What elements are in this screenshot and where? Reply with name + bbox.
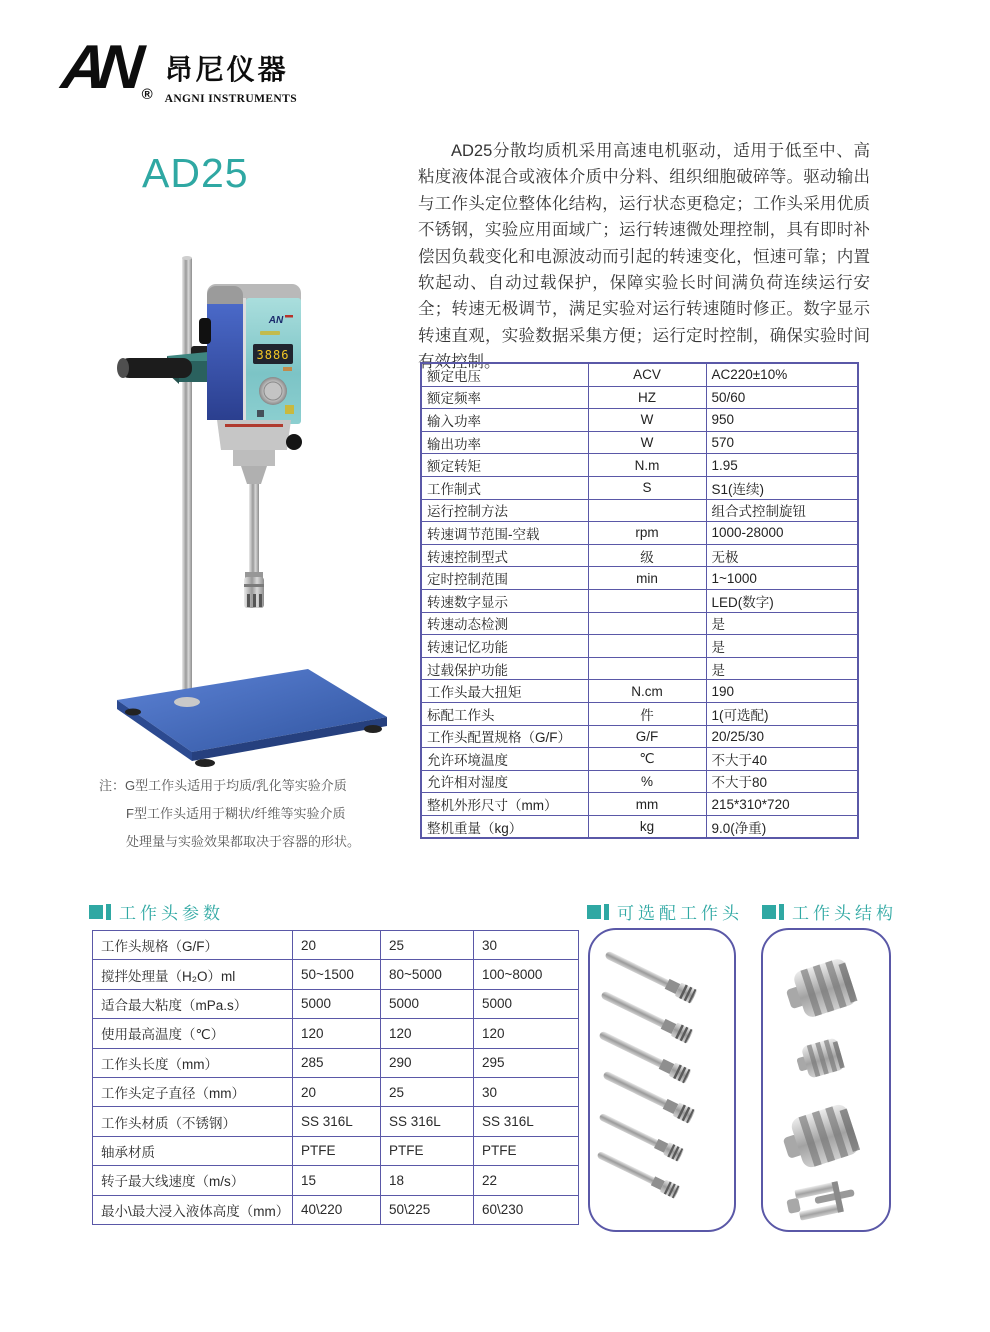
spec-row: [421, 386, 858, 409]
param-value-cell: 20: [293, 931, 381, 960]
dispersing-shaft-icon: [597, 1110, 684, 1162]
spec-value-cell: 50/60: [706, 386, 858, 409]
spec-label-cell: 转速调节范围-空载: [421, 522, 588, 545]
spec-unit-cell: min: [588, 567, 706, 590]
section-marker-square-icon: [89, 905, 103, 919]
brand-name-en: ANGNI INSTRUMENTS: [164, 93, 297, 105]
param-label-cell: 工作头定子直径（mm）: [93, 1077, 293, 1106]
spec-label-cell: 额定转矩: [421, 454, 588, 477]
param-value-cell: SS 316L: [381, 1107, 474, 1136]
spec-row: [421, 748, 858, 771]
product-photo: [95, 228, 400, 768]
spec-unit-cell: N.cm: [588, 680, 706, 703]
param-value-cell: 60\230: [474, 1195, 579, 1224]
spec-label-cell: 转速动态检测: [421, 612, 588, 635]
spec-row: [421, 657, 858, 680]
param-value-cell: 15: [293, 1166, 381, 1195]
param-value-cell: 285: [293, 1048, 381, 1077]
spec-row: [421, 725, 858, 748]
param-value-cell: 80~5000: [381, 960, 474, 989]
stand-rod: [182, 256, 192, 710]
param-value-cell: SS 316L: [293, 1107, 381, 1136]
param-label-cell: 工作头长度（mm）: [93, 1048, 293, 1077]
brand-name-cn: 昂尼仪器: [164, 54, 289, 85]
section-header-head-structure: [762, 899, 897, 924]
spec-value-cell: 是: [706, 635, 858, 658]
spec-label-cell: 额定频率: [421, 386, 588, 409]
spec-value-cell: 不大于40: [706, 748, 858, 771]
spec-row: [421, 635, 858, 658]
spec-label-cell: 输入功率: [421, 409, 588, 432]
spec-value-cell: 不大于80: [706, 770, 858, 793]
param-value-cell: PTFE: [381, 1136, 474, 1165]
spec-label-cell: 标配工作头: [421, 702, 588, 725]
spec-unit-cell: ACV: [588, 363, 706, 386]
param-label-cell: 使用最高温度（℃）: [93, 1019, 293, 1048]
param-row: [93, 1166, 579, 1195]
section-header-optional-heads: [587, 899, 743, 924]
head-structure-panel: [761, 928, 891, 1232]
spec-value-cell: 570: [706, 431, 858, 454]
spec-value-cell: 无极: [706, 544, 858, 567]
spec-unit-cell: [588, 499, 706, 522]
spec-row: [421, 567, 858, 590]
param-value-cell: 290: [381, 1048, 474, 1077]
spec-row: [421, 476, 858, 499]
spec-value-cell: 组合式控制旋钮: [706, 499, 858, 522]
spec-label-cell: 额定电压: [421, 363, 588, 386]
note-line: F型工作头适用于糊状/纤维等实验介质: [126, 805, 346, 821]
spec-row: [421, 793, 858, 816]
spec-row: [421, 454, 858, 477]
product-title: AD25: [142, 150, 249, 196]
param-row: [93, 1136, 579, 1165]
param-value-cell: PTFE: [474, 1136, 579, 1165]
product-description: AD25分散均质机采用高速电机驱动，适用于低至中、高粘度液体混合或液体介质中分料、组织细胞破碎等。驱动输出与工作头定位整体化结构，运行状态更稳定；工作头采用优质不锈钢，实验应用面域广；运行转速微处理控制，具有即时补偿因负载变化和电源波动而引起的转速变化，恒速可靠；内置软起动、自动过载保护，保障实验长时间满负荷连续运行安全；转速无极调节，满足实验对运行转速随时修正。数字显示转速直观，实验数据采集方便；运行定时控制，确保实验时间有效控制。: [418, 142, 870, 372]
spec-label-cell: 整机重量（kg）: [421, 815, 588, 838]
param-row: [93, 1077, 579, 1106]
section-marker-square-icon: [587, 905, 601, 919]
param-label-cell: 工作头材质（不锈钢）: [93, 1107, 293, 1136]
spec-label-cell: 过载保护功能: [421, 657, 588, 680]
spec-unit-cell: N.m: [588, 454, 706, 477]
param-value-cell: 22: [474, 1166, 579, 1195]
spec-row: [421, 522, 858, 545]
spec-label-cell: 转速记忆功能: [421, 635, 588, 658]
stator-head-icon: [781, 957, 858, 1023]
param-value-cell: 20: [293, 1077, 381, 1106]
param-value-cell: 5000: [381, 989, 474, 1018]
stator-head-icon: [794, 1037, 845, 1081]
spec-row: [421, 409, 858, 432]
param-row: [93, 1107, 579, 1136]
param-value-cell: 120: [381, 1019, 474, 1048]
stand-base: [117, 669, 387, 767]
spec-row: [421, 680, 858, 703]
head-params-table: [92, 930, 579, 1225]
spec-table: [420, 362, 859, 839]
spec-label-cell: 工作头最大扭矩: [421, 680, 588, 703]
spec-unit-cell: mm: [588, 793, 706, 816]
motor-unit: [199, 284, 302, 484]
brand-names: [165, 40, 297, 105]
dispersing-shaft: [244, 484, 264, 608]
param-value-cell: 25: [381, 1077, 474, 1106]
usage-note: [99, 772, 360, 856]
spec-value-cell: 190: [706, 680, 858, 703]
spec-value-cell: 9.0(净重): [706, 815, 858, 838]
spec-unit-cell: HZ: [588, 386, 706, 409]
spec-value-cell: 是: [706, 657, 858, 680]
param-value-cell: 100~8000: [474, 960, 579, 989]
section-header-head-params: [89, 899, 224, 924]
spec-value-cell: AC220±10%: [706, 363, 858, 386]
section-title: 工作头参数: [119, 904, 224, 923]
brand-logo-mark: AN: [58, 33, 140, 102]
spec-value-cell: 1(可选配): [706, 702, 858, 725]
param-row: [93, 1048, 579, 1077]
param-row: [93, 1019, 579, 1048]
spec-value-cell: 1~1000: [706, 567, 858, 590]
param-value-cell: 50~1500: [293, 960, 381, 989]
spec-value-cell: 1000-28000: [706, 522, 858, 545]
spec-unit-cell: W: [588, 409, 706, 432]
spec-label-cell: 工作制式: [421, 476, 588, 499]
note-line: 处理量与实验效果都取决于容器的形状。: [126, 833, 361, 849]
spec-unit-cell: S: [588, 476, 706, 499]
optional-heads-illustration: [590, 930, 734, 1230]
spec-unit-cell: rpm: [588, 522, 706, 545]
spec-row: [421, 702, 858, 725]
spec-value-cell: 20/25/30: [706, 725, 858, 748]
chuck-knob: [286, 434, 302, 450]
spec-row: [421, 499, 858, 522]
param-value-cell: 30: [474, 931, 579, 960]
spec-label-cell: 定时控制范围: [421, 567, 588, 590]
spec-unit-cell: [588, 612, 706, 635]
stator-head-icon: [778, 1102, 861, 1173]
param-value-cell: 25: [381, 931, 474, 960]
spec-label-cell: 运行控制方法: [421, 499, 588, 522]
spec-unit-cell: %: [588, 770, 706, 793]
spec-row: [421, 589, 858, 612]
head-structure-illustration: [763, 930, 889, 1230]
spec-value-cell: 215*310*720: [706, 793, 858, 816]
spec-row: [421, 770, 858, 793]
spec-unit-cell: 级: [588, 544, 706, 567]
param-label-cell: 最小\最大浸入液体高度（mm）: [93, 1195, 293, 1224]
spec-unit-cell: [588, 635, 706, 658]
spec-unit-cell: [588, 589, 706, 612]
spec-label-cell: 转速数字显示: [421, 589, 588, 612]
dispersing-shaft-icon: [603, 947, 698, 1003]
brand-logo: [58, 33, 297, 105]
spec-unit-cell: [588, 657, 706, 680]
led-display-value: 3886: [256, 348, 290, 362]
param-label-cell: 适合最大粘度（mPa.s）: [93, 989, 293, 1018]
spec-row: [421, 363, 858, 386]
section-marker-bar-icon: [604, 904, 609, 920]
param-value-cell: 5000: [293, 989, 381, 1018]
spec-label-cell: 允许相对湿度: [421, 770, 588, 793]
param-row: [93, 960, 579, 989]
spec-unit-cell: 件: [588, 702, 706, 725]
spec-label-cell: 转速控制型式: [421, 544, 588, 567]
param-value-cell: 18: [381, 1166, 474, 1195]
spec-row: [421, 544, 858, 567]
section-marker-square-icon: [762, 905, 776, 919]
param-label-cell: 转子最大线速度（m/s）: [93, 1166, 293, 1195]
param-row: [93, 989, 579, 1018]
note-line: 注：G型工作头适用于均质/乳化等实验介质: [99, 778, 347, 793]
spec-unit-cell: ℃: [588, 748, 706, 771]
spec-value-cell: 1.95: [706, 454, 858, 477]
param-label-cell: 搅拌处理量（H₂O）ml: [93, 960, 293, 989]
spec-value-cell: S1(连续): [706, 476, 858, 499]
param-value-cell: 40\220: [293, 1195, 381, 1224]
spec-label-cell: 输出功率: [421, 431, 588, 454]
registered-trademark-icon: ®: [141, 86, 153, 103]
section-marker-bar-icon: [106, 904, 111, 920]
section-title: 工作头结构: [792, 904, 897, 923]
spec-label-cell: 允许环境温度: [421, 748, 588, 771]
param-label-cell: 工作头规格（G/F）: [93, 931, 293, 960]
spec-row: [421, 815, 858, 838]
param-value-cell: PTFE: [293, 1136, 381, 1165]
param-row: [93, 931, 579, 960]
section-marker-bar-icon: [779, 904, 784, 920]
spec-row: [421, 431, 858, 454]
spec-label-cell: 整机外形尺寸（mm）: [421, 793, 588, 816]
spec-unit-cell: W: [588, 431, 706, 454]
param-value-cell: 50\225: [381, 1195, 474, 1224]
param-label-cell: 轴承材质: [93, 1136, 293, 1165]
param-row: [93, 1195, 579, 1224]
spec-value-cell: LED(数字): [706, 589, 858, 612]
param-value-cell: SS 316L: [474, 1107, 579, 1136]
spec-value-cell: 950: [706, 409, 858, 432]
spec-row: [421, 612, 858, 635]
optional-heads-panel: [588, 928, 736, 1232]
param-value-cell: 120: [293, 1019, 381, 1048]
rotor-blade-icon: [785, 1178, 858, 1222]
panel-brand-mark: AN: [268, 315, 284, 326]
spec-unit-cell: kg: [588, 815, 706, 838]
param-value-cell: 30: [474, 1077, 579, 1106]
param-value-cell: 295: [474, 1048, 579, 1077]
spec-label-cell: 工作头配置规格（G/F）: [421, 725, 588, 748]
section-title: 可选配工作头: [617, 904, 743, 923]
spec-unit-cell: G/F: [588, 725, 706, 748]
param-value-cell: 5000: [474, 989, 579, 1018]
param-value-cell: 120: [474, 1019, 579, 1048]
spec-value-cell: 是: [706, 612, 858, 635]
